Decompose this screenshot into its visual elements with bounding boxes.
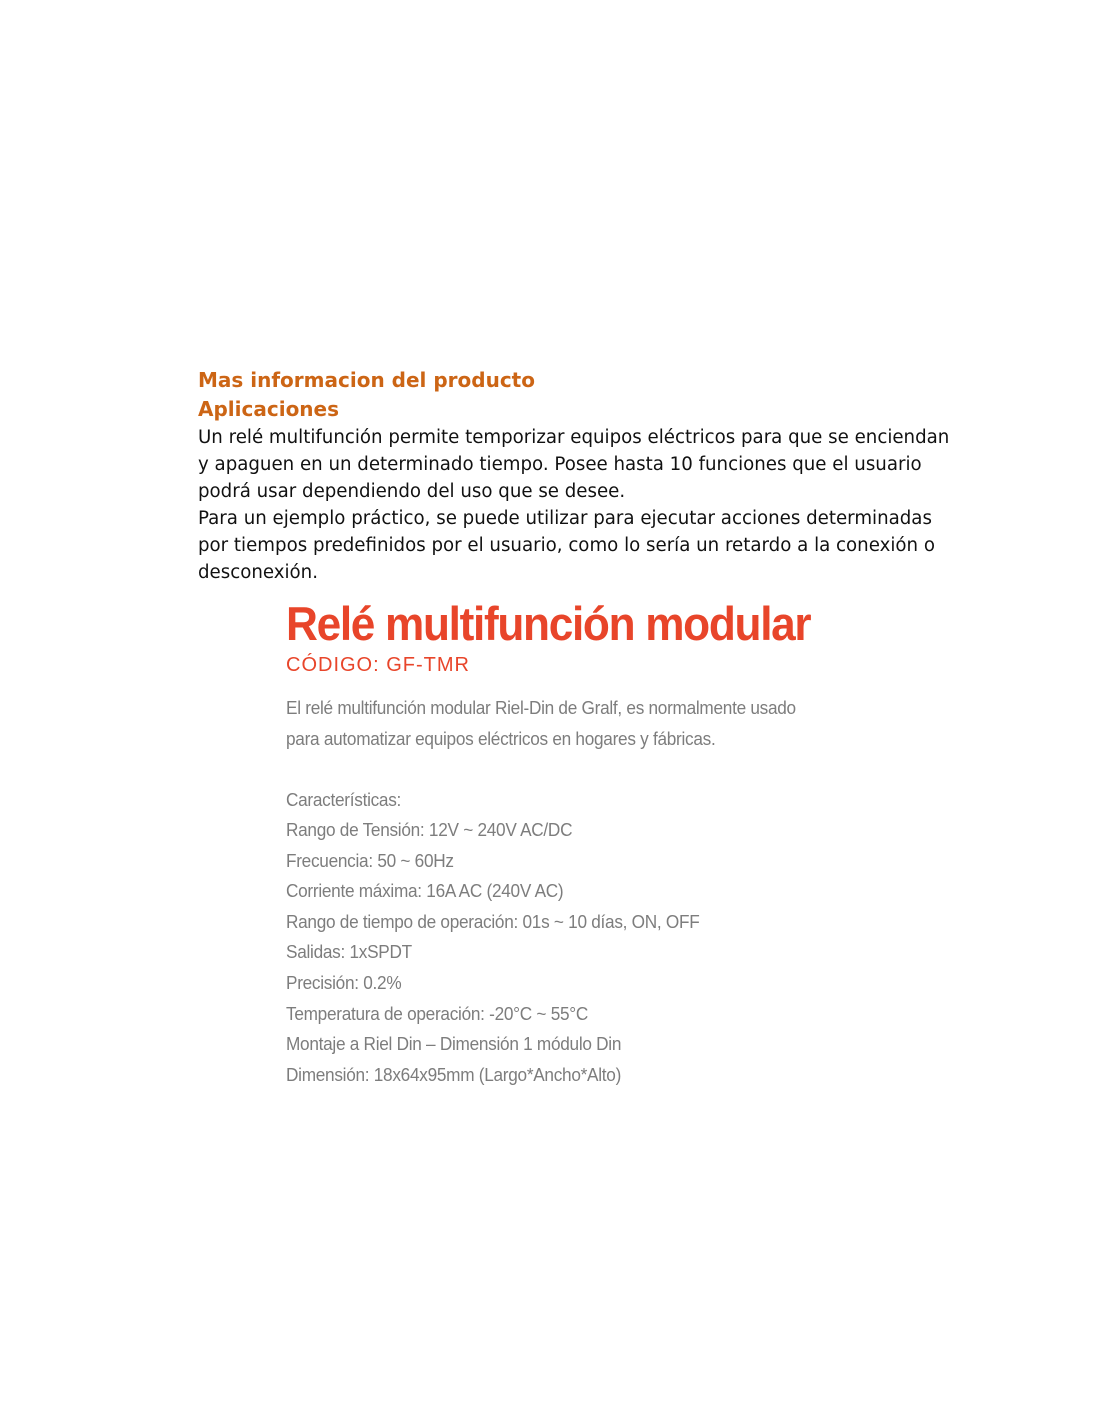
feature-item: Salidas: 1xSPDT bbox=[286, 941, 412, 963]
feature-item: Rango de tiempo de operación: 01s ~ 10 días, ON, OFF bbox=[286, 910, 700, 932]
feature-item: Temperatura de operación: -20°C ~ 55°C bbox=[286, 1002, 589, 1024]
product-spec-image bbox=[286, 596, 866, 1090]
product-info-section bbox=[198, 366, 958, 586]
feature-item: Montaje a Riel Din – Dimensión 1 módulo Din bbox=[286, 1033, 622, 1055]
feature-item: Dimensión: 18x64x95mm (Largo*Ancho*Alto) bbox=[286, 1063, 622, 1085]
product-title: Relé multifunción modular bbox=[286, 597, 811, 650]
product-code: CÓDIGO: GF-TMR bbox=[286, 654, 470, 676]
product-description-line: El relé multifunción modular Riel-Din de Gralf, es normalmente usado bbox=[286, 697, 796, 718]
paragraph: Un relé multifunción permite temporizar equipos eléctricos para que se enciendan y apaguen en un determinado tiempo. Posee hasta 10 funciones que el usuario podrá usar dependiendo del uso que se desee. bbox=[198, 427, 950, 502]
product-description-line: para automatizar equipos eléctricos en hogares y fábricas. bbox=[286, 728, 716, 749]
feature-item: Rango de Tensión: 12V ~ 240V AC/DC bbox=[286, 819, 573, 840]
feature-item: Precisión: 0.2% bbox=[286, 971, 402, 993]
feature-item: Corriente máxima: 16A AC (240V AC) bbox=[286, 880, 564, 902]
paragraph: Para un ejemplo práctico, se puede utilizar para ejecutar acciones determinadas por tiempos predefinidos por el usuario, como lo sería un retardo a la conexión o desconexión. bbox=[198, 508, 935, 583]
feature-item: Frecuencia: 50 ~ 60Hz bbox=[286, 849, 454, 871]
subsection-title: Aplicaciones bbox=[198, 397, 340, 421]
features-list bbox=[286, 815, 866, 1090]
features-heading: Características: bbox=[286, 789, 402, 810]
section-title: Mas informacion del producto bbox=[198, 368, 535, 392]
